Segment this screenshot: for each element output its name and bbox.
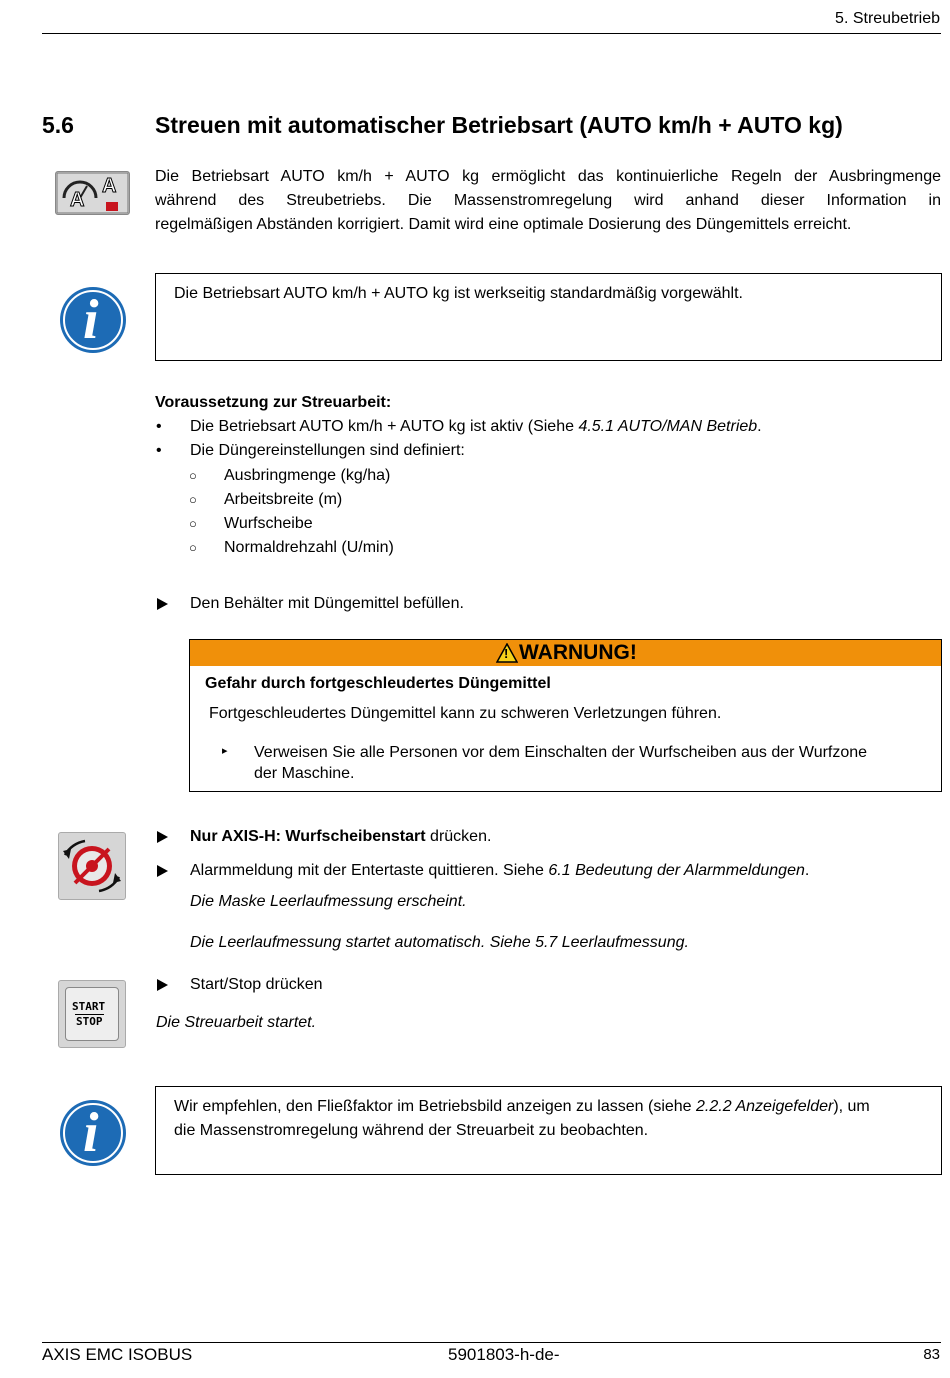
intro-line-3: regelmäßigen Abständen korrigiert. Damit wird eine optimale Dosierung des Düngemittels erreicht.: [155, 216, 852, 233]
step-result-idle-measurement: Die Leerlaufmessung startet automatisch. Siehe 5.7 Leerlaufmessung.: [190, 934, 689, 951]
prereq-item-2: Die Düngereinstellungen sind definiert:: [190, 442, 465, 459]
bullet: •: [156, 418, 162, 435]
section-title: Streuen mit automatischer Betriebsart (AUTO km/h + AUTO kg): [155, 112, 843, 138]
prereq-item-1-ref[interactable]: 4.5.1 AUTO/MAN Betrieb: [578, 418, 758, 435]
header-rule: [42, 33, 941, 34]
warning-box: [189, 639, 942, 792]
info-box-text: Die Betriebsart AUTO km/h + AUTO kg ist werkseitig standardmäßig vorgewählt.: [174, 285, 743, 302]
info-box-2-end: ), um: [833, 1098, 870, 1115]
footer-page-number: 83: [923, 1346, 940, 1363]
step-result-mask: Die Maske Leerlaufmessung erscheint.: [190, 893, 467, 910]
step-arrow-icon: [157, 979, 168, 991]
section-number: 5.6: [42, 112, 74, 138]
start-label: START: [72, 1000, 106, 1013]
warning-action-line-2: der Maschine.: [254, 765, 355, 782]
warning-text: Fortgeschleudertes Düngemittel kann zu schweren Verletzungen führen.: [209, 705, 722, 722]
step-disc-start-rest: drücken.: [425, 828, 492, 845]
warning-action: [254, 742, 867, 784]
step-disc-start-key: Nur AXIS-H: Wurfscheibenstart: [190, 828, 426, 845]
subitem: Arbeitsbreite (m): [224, 491, 343, 508]
warning-action-arrow: ▸: [222, 745, 228, 757]
sub-bullet: ○: [189, 492, 197, 507]
info-box-flow-factor: [155, 1086, 942, 1175]
intro-paragraph: [155, 165, 941, 237]
sub-bullet: ○: [189, 540, 197, 555]
footer-doc-number: 5901803-h-de-: [448, 1345, 560, 1364]
info-icon: [59, 286, 127, 354]
footer-rule: [42, 1342, 941, 1343]
warning-title: Gefahr durch fortgeschleudertes Düngemittel: [205, 675, 551, 692]
auto-speed-letter: A: [70, 189, 85, 211]
info-box-2-ref[interactable]: 2.2.2 Anzeigefelder: [696, 1098, 834, 1115]
step-result-spreading: Die Streuarbeit startet.: [156, 1014, 317, 1031]
auto-mode-icon: [55, 171, 130, 215]
footer-product: AXIS EMC ISOBUS: [42, 1345, 193, 1364]
subitem: Ausbringmenge (kg/ha): [224, 467, 391, 484]
start-stop-key-icon: [58, 980, 126, 1048]
intro-line-1: Die Betriebsart AUTO km/h + AUTO kg ermöglicht das kontinuierliche Regeln der Ausbringmenge: [155, 168, 941, 185]
prereq-item-1: [190, 415, 762, 439]
info-box-2-line-2: die Massenstromregelung während der Streuarbeit zu beobachten.: [174, 1122, 649, 1139]
step-confirm-alarm-end: .: [804, 862, 810, 879]
warning-triangle-icon: [496, 643, 518, 663]
step-arrow-icon: [157, 865, 168, 877]
running-header: 5. Streubetrieb: [835, 10, 940, 27]
bullet: •: [156, 442, 162, 459]
info-box-default-mode: [155, 273, 942, 361]
step-confirm-alarm: [190, 859, 809, 883]
stop-label: STOP: [76, 1015, 103, 1028]
step-fill-hopper: Den Behälter mit Düngemittel befüllen.: [190, 595, 464, 612]
step-confirm-alarm-ref[interactable]: 6.1 Bedeutung der Alarmmeldungen: [548, 862, 805, 879]
info-box-2-text: Wir empfehlen, den Fließfaktor im Betriebsbild anzeigen zu lassen (siehe: [174, 1098, 697, 1115]
info-box-2-line-1: [174, 1095, 870, 1119]
warning-exclamation: !: [504, 646, 509, 661]
warning-label: WARNUNG!: [519, 641, 637, 664]
info-icon-letter: i: [83, 1102, 99, 1164]
subitem: Wurfscheibe: [224, 515, 313, 532]
prereq-item-1-text: Die Betriebsart AUTO km/h + AUTO kg ist aktiv (Siehe: [190, 418, 579, 435]
sub-bullet: ○: [189, 516, 197, 531]
step-arrow-icon: [157, 598, 168, 610]
prereq-item-1-end: .: [757, 418, 762, 435]
intro-line-2: während des Streubetriebs. Die Massenstromregelung wird anhand dieser Information in: [155, 192, 941, 209]
step-arrow-icon: [157, 831, 168, 843]
step-disc-start: [190, 825, 491, 849]
warning-action-line-1: Verweisen Sie alle Personen vor dem Einschalten der Wurfscheiben aus der Wurfzone: [254, 744, 868, 761]
step-confirm-alarm-text: Alarmmeldung mit der Entertaste quittieren. Siehe: [190, 862, 549, 879]
step-start-stop: Start/Stop drücken: [190, 976, 323, 993]
disc-start-icon: [58, 832, 126, 900]
subitem: Normaldrehzahl (U/min): [224, 539, 394, 556]
info-icon-letter: i: [83, 289, 99, 351]
info-icon: [59, 1099, 127, 1167]
sub-bullet: ○: [189, 468, 197, 483]
auto-weight-letter: A: [102, 175, 117, 197]
prereq-title: Voraussetzung zur Streuarbeit:: [155, 394, 392, 411]
